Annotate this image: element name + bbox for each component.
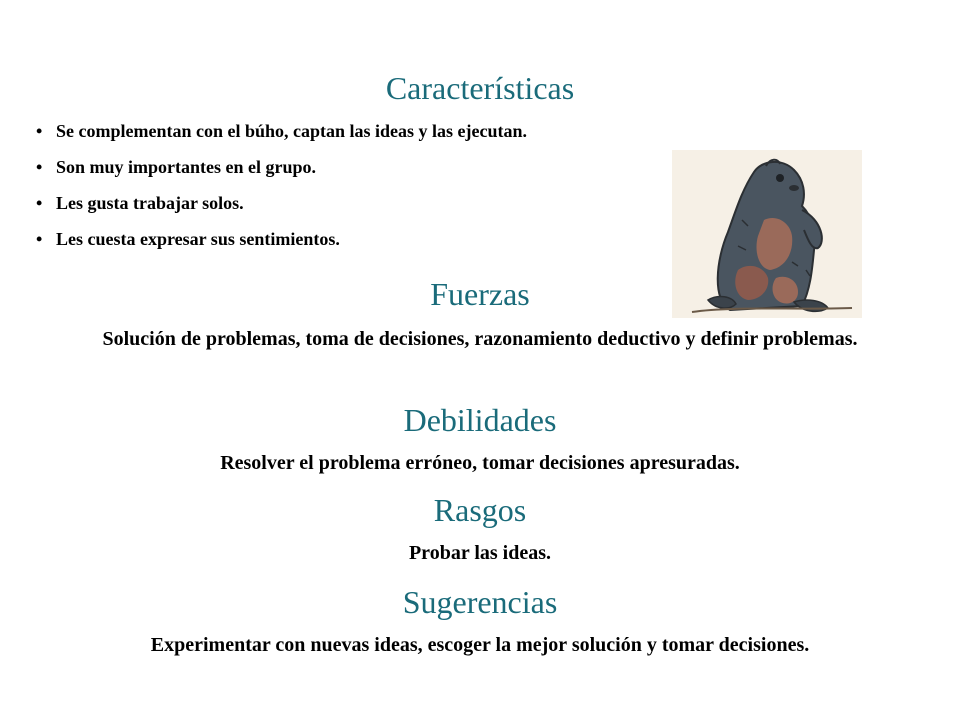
bullet-icon: • (36, 157, 43, 177)
heading-rasgos: Rasgos (433, 492, 527, 528)
bullet-text: Se complementan con el búho, captan las ideas y las ejecutan. (56, 121, 528, 141)
heading-sugerencias: Sugerencias (402, 584, 558, 620)
bullet-icon: • (36, 121, 43, 141)
bullet-text: Son muy importantes en el grupo. (56, 157, 317, 177)
list-item (36, 116, 796, 152)
bullet-text: Les gusta trabajar solos. (56, 193, 244, 213)
heading-fuerzas: Fuerzas (430, 276, 530, 312)
heading-caracteristicas: Características (385, 70, 575, 106)
fuerzas-text: Solución de problemas, toma de decisiones, razonamiento deductivo y definir problemas. (102, 328, 858, 350)
bullet-icon: • (36, 229, 43, 249)
rasgos-text: Probar las ideas. (408, 542, 552, 564)
heading-debilidades: Debilidades (403, 402, 557, 438)
bullet-text: Les cuesta expresar sus sentimientos. (56, 229, 340, 249)
sugerencias-text: Experimentar con nuevas ideas, escoger la mejor solución y tomar decisiones. (150, 634, 810, 656)
debilidades-text: Resolver el problema erróneo, tomar decisiones apresuradas. (220, 452, 740, 474)
bullet-icon: • (36, 193, 43, 213)
